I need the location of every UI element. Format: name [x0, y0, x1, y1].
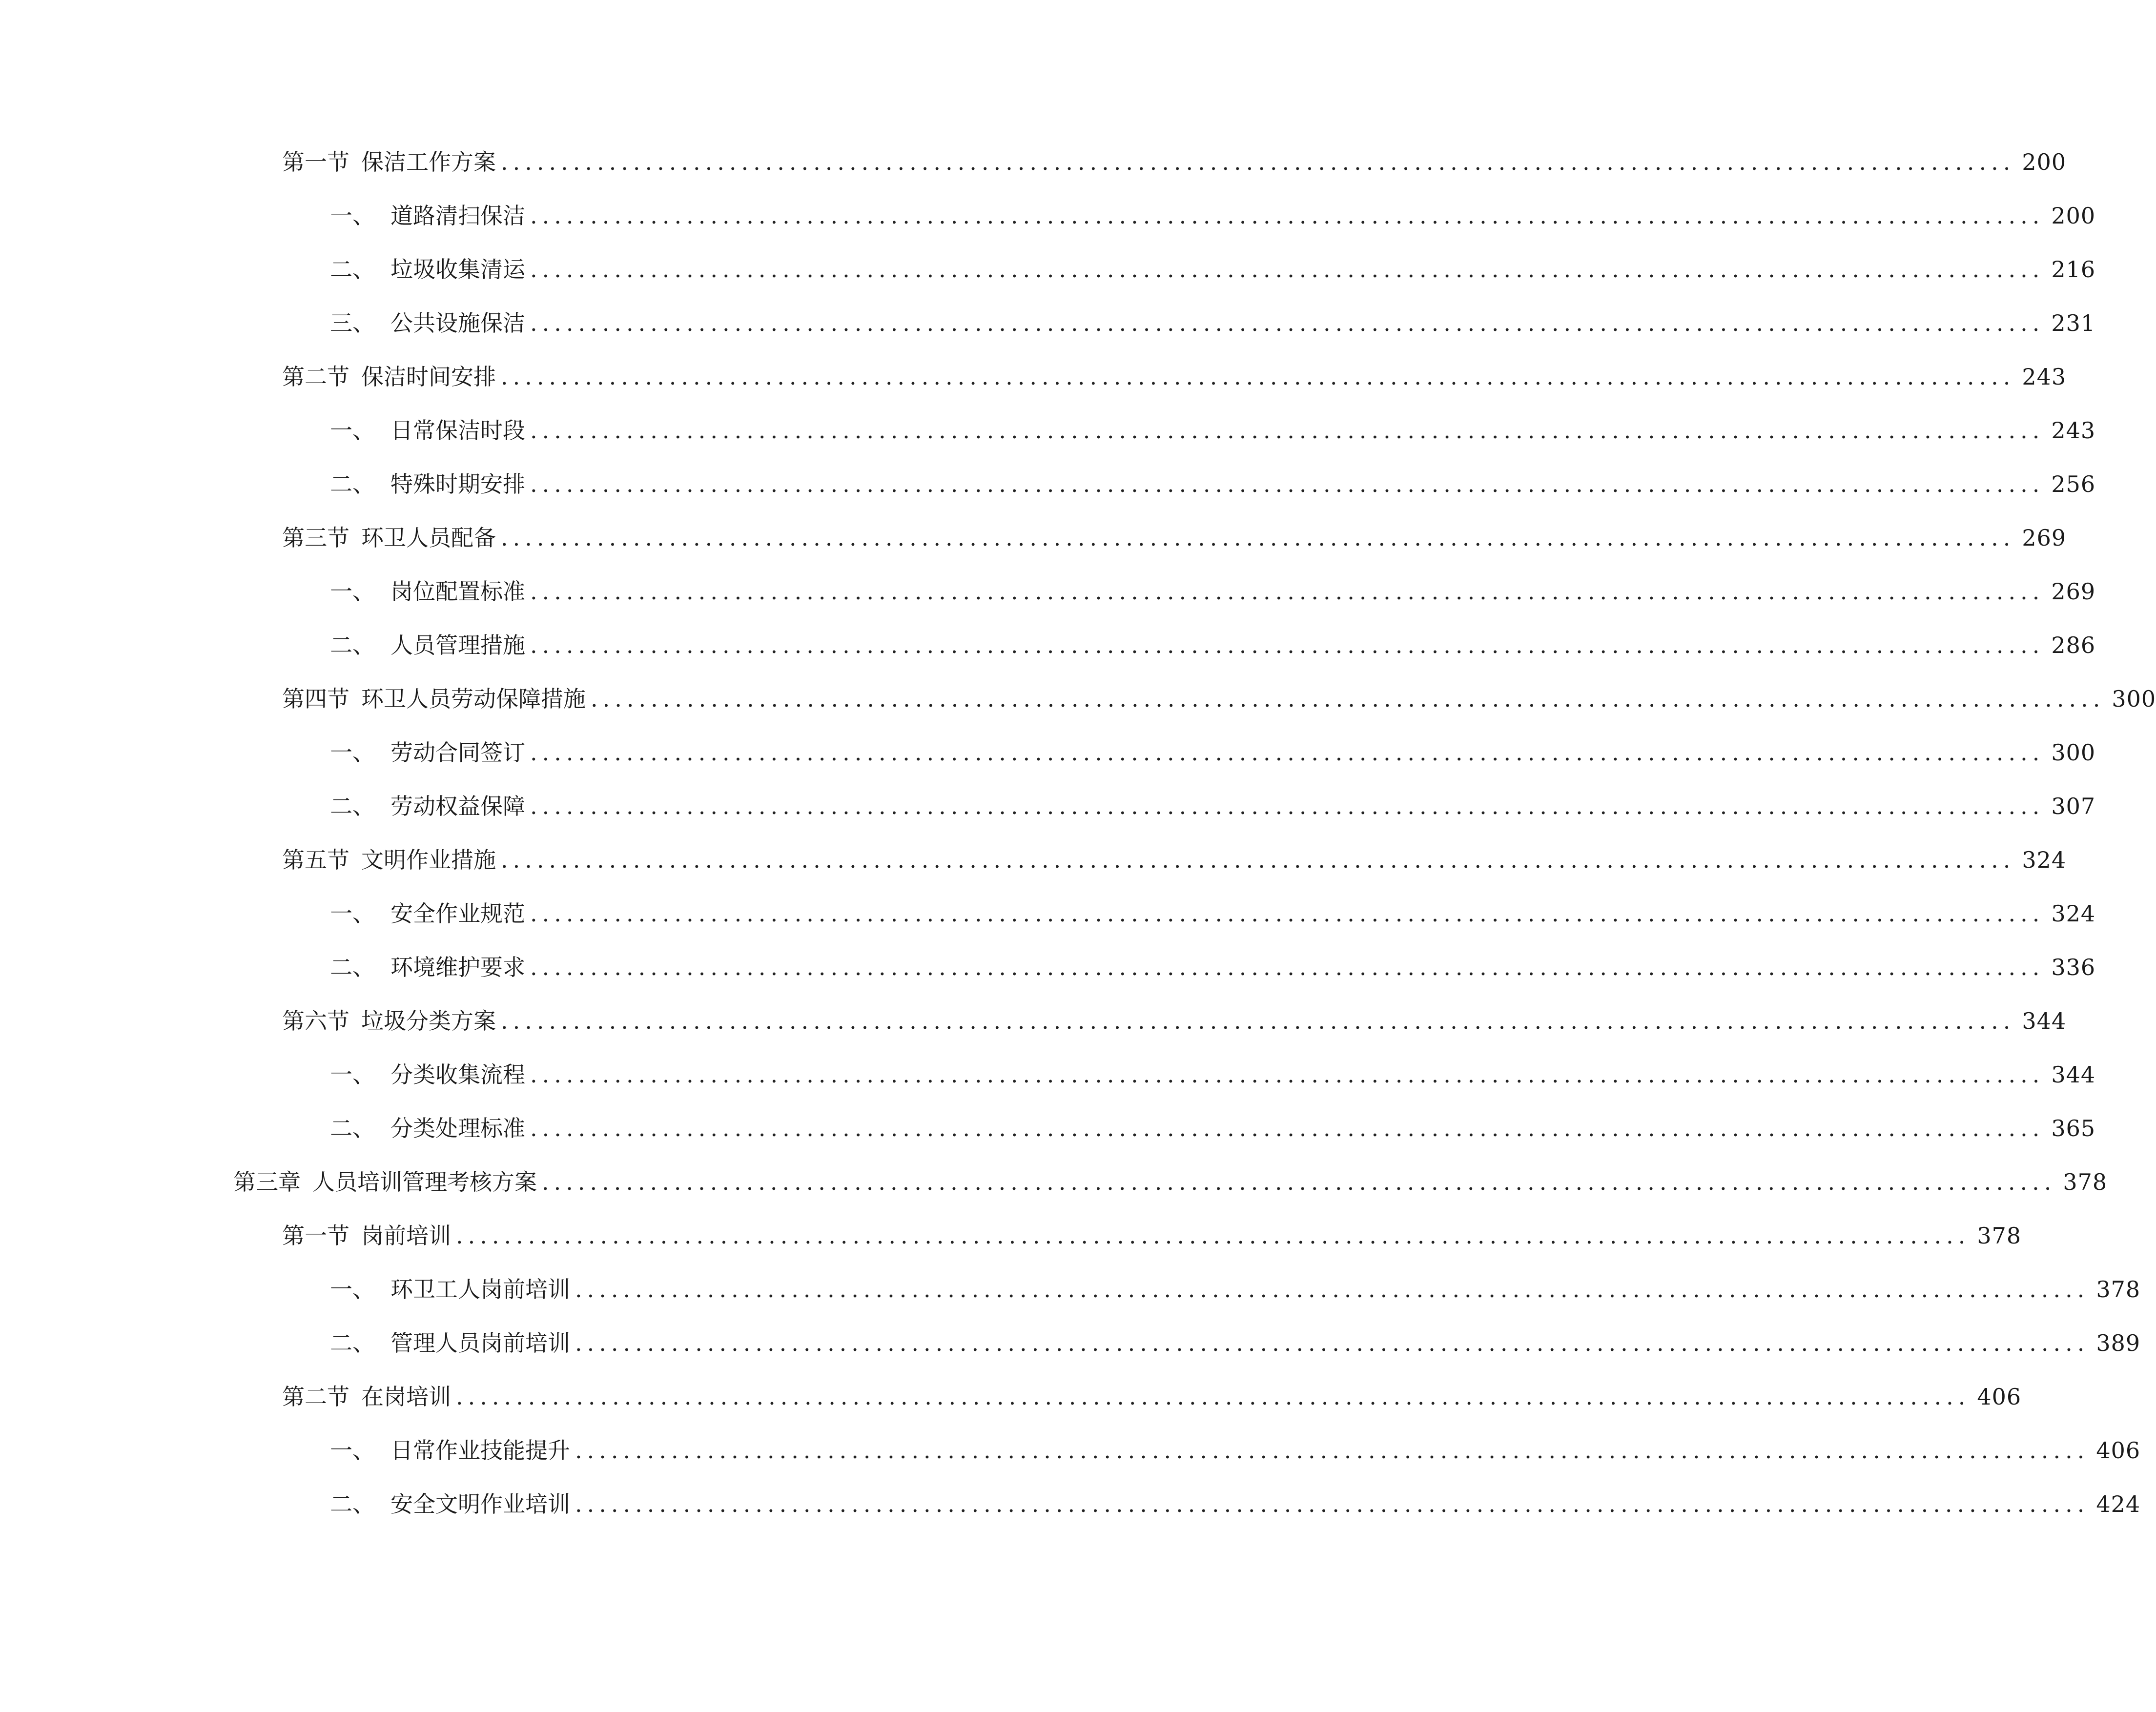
- toc-entry[interactable]: [282, 143, 2067, 182]
- toc-entry-title: 环卫人员配备: [361, 525, 496, 551]
- toc-dot-leader: ..............................................................................................................................: [501, 364, 2015, 390]
- toc-dot-leader: ..............................................................................................................................: [542, 1169, 2056, 1195]
- toc-entry-page-number: 324: [2051, 900, 2096, 927]
- toc-entry-page-number: 256: [2051, 471, 2096, 497]
- toc-entry-number: 第一节: [282, 1223, 349, 1249]
- toc-entry[interactable]: [330, 626, 2096, 665]
- toc-dot-leader: ..............................................................................................................................: [530, 203, 2045, 229]
- toc-entry-number: 一、: [330, 739, 375, 766]
- toc-dot-leader: ..............................................................................................................................: [530, 471, 2045, 497]
- toc-entry[interactable]: [330, 733, 2096, 772]
- toc-entry-title: 日常保洁时段: [390, 417, 525, 444]
- toc-entry[interactable]: [330, 1324, 2141, 1363]
- toc-dot-leader: ..............................................................................................................................: [530, 310, 2045, 336]
- toc-entry[interactable]: [330, 948, 2096, 987]
- toc-entry-page-number: 336: [2051, 954, 2096, 980]
- toc-dot-leader: ..............................................................................................................................: [456, 1384, 1971, 1410]
- toc-entry-page-number: 378: [2063, 1169, 2108, 1195]
- toc-dot-leader: ..............................................................................................................................: [501, 1008, 2015, 1034]
- toc-entry-page-number: 378: [2096, 1276, 2141, 1303]
- toc-entry-number: 二、: [330, 793, 375, 819]
- toc-entry[interactable]: [233, 1162, 2108, 1202]
- toc-entry-page-number: 269: [2022, 525, 2067, 551]
- toc-dot-leader: ..............................................................................................................................: [575, 1491, 2090, 1517]
- toc-entry-page-number: 243: [2051, 417, 2096, 444]
- toc-entry-number: 第三节: [282, 525, 349, 551]
- toc-entry[interactable]: [330, 787, 2096, 826]
- toc-entry-number: 一、: [330, 1061, 375, 1088]
- toc-entry-page-number: 286: [2051, 632, 2096, 658]
- toc-entry-page-number: 406: [2096, 1437, 2141, 1464]
- toc-dot-leader: ..............................................................................................................................: [575, 1437, 2090, 1464]
- toc-entry-title: 保洁时间安排: [361, 364, 496, 390]
- toc-entry-number: 一、: [330, 1276, 375, 1303]
- toc-entry-number: 第一节: [282, 149, 349, 175]
- toc-entry-number: 第三章: [233, 1169, 301, 1195]
- toc-entry-page-number: 344: [2051, 1061, 2096, 1088]
- toc-entry-title: 日常作业技能提升: [390, 1437, 570, 1464]
- toc-entry-page-number: 200: [2051, 203, 2096, 229]
- toc-entry-page-number: 300: [2051, 739, 2096, 766]
- toc-entry-page-number: 324: [2022, 847, 2067, 873]
- toc-entry-page-number: 424: [2096, 1491, 2141, 1517]
- toc-entry[interactable]: [282, 357, 2067, 396]
- toc-entry-page-number: 243: [2022, 364, 2067, 390]
- toc-entry-title: 人员管理措施: [390, 632, 525, 658]
- toc-entry[interactable]: [330, 1270, 2141, 1309]
- toc-dot-leader: ..............................................................................................................................: [501, 847, 2015, 873]
- toc-entry-page-number: 389: [2096, 1330, 2141, 1356]
- toc-entry-number: 三、: [330, 310, 375, 336]
- toc-entry-title: 道路清扫保洁: [390, 203, 525, 229]
- toc-entry[interactable]: [330, 1431, 2141, 1470]
- toc-entry-title: 特殊时期安排: [390, 471, 525, 497]
- toc-dot-leader: ..............................................................................................................................: [530, 256, 2045, 283]
- toc-entry-title: 保洁工作方案: [361, 149, 496, 175]
- toc-entry[interactable]: [282, 1377, 2022, 1416]
- toc-entry-title: 岗前培训: [361, 1223, 451, 1249]
- toc-entry-number: 第六节: [282, 1008, 349, 1034]
- toc-entry[interactable]: [330, 894, 2096, 933]
- toc-entry[interactable]: [282, 679, 2156, 718]
- toc-dot-leader: ..............................................................................................................................: [575, 1330, 2090, 1356]
- toc-entry-title: 劳动合同签订: [390, 739, 525, 766]
- toc-dot-leader: ..............................................................................................................................: [530, 954, 2045, 980]
- toc-entry-page-number: 406: [1977, 1384, 2022, 1410]
- toc-entry-title: 人员培训管理考核方案: [312, 1169, 537, 1195]
- toc-entry-title: 在岗培训: [361, 1384, 451, 1410]
- toc-dot-leader: ..............................................................................................................................: [530, 1061, 2045, 1088]
- toc-entry[interactable]: [330, 196, 2096, 235]
- toc-entry-title: 环境维护要求: [390, 954, 525, 980]
- toc-dot-leader: ..............................................................................................................................: [530, 900, 2045, 927]
- toc-entry-title: 环卫人员劳动保障措施: [361, 686, 586, 712]
- toc-entry-title: 安全文明作业培训: [390, 1491, 570, 1517]
- toc-entry-page-number: 216: [2051, 256, 2096, 283]
- toc-dot-leader: ..............................................................................................................................: [530, 632, 2045, 658]
- toc-entry[interactable]: [330, 1109, 2096, 1148]
- toc-entry-number: 二、: [330, 471, 375, 497]
- toc-entry-page-number: 365: [2051, 1115, 2096, 1141]
- toc-entry-title: 公共设施保洁: [390, 310, 525, 336]
- toc-entry[interactable]: [330, 1485, 2141, 1524]
- toc-entry[interactable]: [330, 1055, 2096, 1094]
- toc-entry[interactable]: [330, 250, 2096, 289]
- toc-entry-title: 劳动权益保障: [390, 793, 525, 819]
- toc-entry-title: 垃圾收集清运: [390, 256, 525, 283]
- toc-entry-page-number: 231: [2051, 310, 2096, 336]
- toc-dot-leader: ..............................................................................................................................: [456, 1223, 1971, 1249]
- toc-entry-number: 二、: [330, 1115, 375, 1141]
- toc-dot-leader: ..............................................................................................................................: [530, 1115, 2045, 1141]
- toc-entry-number: 第五节: [282, 847, 349, 873]
- toc-entry-page-number: 307: [2051, 793, 2096, 819]
- toc-entry-number: 二、: [330, 632, 375, 658]
- toc-entry-title: 分类处理标准: [390, 1115, 525, 1141]
- toc-entry-title: 安全作业规范: [390, 900, 525, 927]
- toc-entry-number: 二、: [330, 954, 375, 980]
- toc-entry-number: 第四节: [282, 686, 349, 712]
- toc-entry-number: 二、: [330, 1330, 375, 1356]
- toc-dot-leader: ..............................................................................................................................: [530, 417, 2045, 444]
- toc-dot-leader: ..............................................................................................................................: [575, 1276, 2090, 1303]
- toc-entry-number: 二、: [330, 256, 375, 283]
- toc-entry-number: 一、: [330, 1437, 375, 1464]
- toc-entry[interactable]: [282, 518, 2067, 557]
- toc-entry[interactable]: [282, 1001, 2067, 1040]
- toc-entry[interactable]: [330, 572, 2096, 611]
- toc-entry[interactable]: [330, 411, 2096, 450]
- toc-entry[interactable]: [330, 465, 2096, 504]
- toc-entry-number: 二、: [330, 1491, 375, 1517]
- toc-dot-leader: ..............................................................................................................................: [501, 149, 2015, 175]
- toc-entry-number: 第二节: [282, 364, 349, 390]
- toc-entry-number: 一、: [330, 417, 375, 444]
- toc-entry-title: 垃圾分类方案: [361, 1008, 496, 1034]
- toc-entry-number: 一、: [330, 203, 375, 229]
- toc-entry-number: 第二节: [282, 1384, 349, 1410]
- toc-dot-leader: ..............................................................................................................................: [530, 739, 2045, 766]
- toc-entry-title: 文明作业措施: [361, 847, 496, 873]
- toc-entry-page-number: 200: [2022, 149, 2067, 175]
- toc-entry-title: 管理人员岗前培训: [390, 1330, 570, 1356]
- toc-entry-title: 岗位配置标准: [390, 578, 525, 605]
- toc-entry[interactable]: [282, 840, 2067, 879]
- toc-entry-number: 一、: [330, 900, 375, 927]
- toc-entry-page-number: 378: [1977, 1223, 2022, 1249]
- toc-entry-page-number: 300: [2112, 686, 2156, 712]
- toc-entry[interactable]: [330, 304, 2096, 343]
- toc-dot-leader: ..............................................................................................................................: [530, 793, 2045, 819]
- toc-entry-number: 一、: [330, 578, 375, 605]
- toc-dot-leader: ..............................................................................................................................: [591, 686, 2105, 712]
- toc-dot-leader: ..............................................................................................................................: [501, 525, 2015, 551]
- toc-entry-page-number: 344: [2022, 1008, 2067, 1034]
- toc-entry-title: 分类收集流程: [390, 1061, 525, 1088]
- toc-entry-title: 环卫工人岗前培训: [390, 1276, 570, 1303]
- toc-entry[interactable]: [282, 1216, 2022, 1255]
- toc-dot-leader: ..............................................................................................................................: [530, 578, 2045, 605]
- toc-entry-page-number: 269: [2051, 578, 2096, 605]
